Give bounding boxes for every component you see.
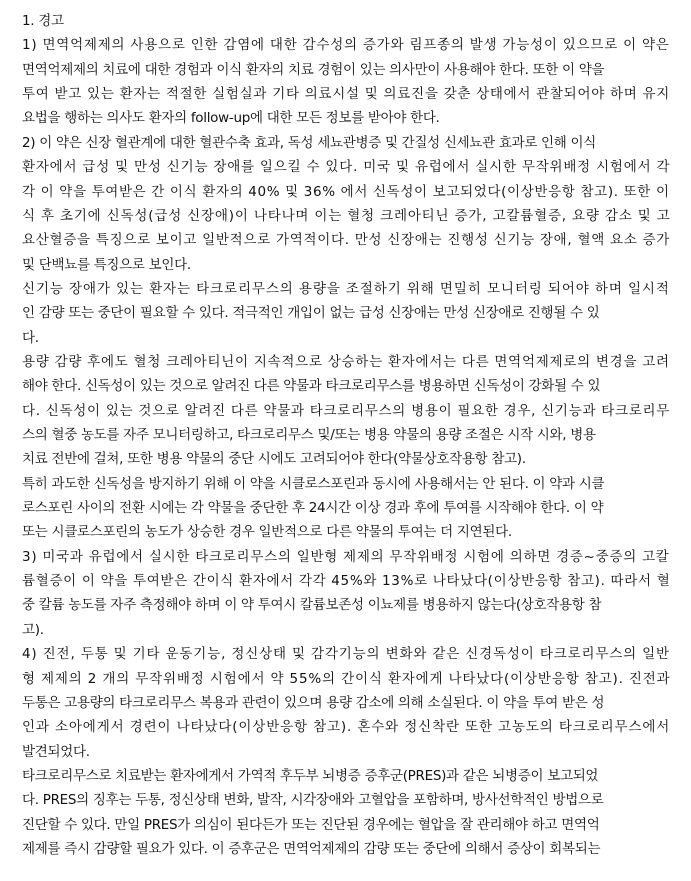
text-line: 인 감량 또는 중단이 필요할 수 있다. 적극적인 개입이 없는 급성 신장애는 만성 신장애로 진행될 수 있 (22, 305, 600, 322)
text-line: 제제를 즉시 감량할 필요가 있다. 이 증후군은 면역억제제의 감량 또는 중단에 의해서 증상이 회복되는 (22, 840, 601, 857)
text-line: 3) 미국과 유럽에서 실시한 타크로리무스의 일반형 제제의 무작위배정 시험에 의하면 경증~중증의 고칼 (22, 548, 670, 565)
text-line: 특히 과도한 신독성을 방지하기 위해 이 약을 시클로스포린과 동시에 사용해서는 안 된다. 이 약과 시클 (22, 475, 605, 492)
text-line: 륨혈증이 이 약을 투여받은 간이식 환자에서 각각 45%와 13%로 나타났다(이상반응항 참고). 따라서 혈 (22, 573, 671, 590)
section-heading: 1. 경고 (22, 13, 64, 29)
text-line: 및 단백뇨를 특징으로 보인다. (22, 256, 191, 273)
text-line: 면역억제제의 치료에 대한 경험과 이식 환자의 치료 경험이 있는 의사만이 사용해야 한다. 또한 이 약을 (22, 61, 605, 78)
text-line: 2) 이 약은 신장 혈관계에 대한 혈관수축 효과, 독성 세뇨관병증 및 간질성 신세뇨관 효과로 인해 이식 (22, 134, 597, 151)
text-line: 1) 면역억제제의 사용으로 인한 감염에 대한 감수성의 증가와 림프종의 발생 가능성이 있으므로 이 약은 (22, 37, 670, 54)
text-line: 발견되었다. (22, 743, 90, 760)
text-line: 또는 시클로스포린의 농도가 상승한 경우 일반적으로 다른 약물의 투여는 더 지연된다. (22, 524, 512, 541)
text-line: 고). (22, 621, 44, 638)
text-line: 로스포린 사이의 전환 시에는 각 약물을 중단한 후 24시간 이상 경과 후에 투여를 시작해야 한다. 이 약 (22, 500, 604, 516)
text-line: 진단할 수 있다. 만일 PRES가 의심이 된다든가 또는 진단된 경우에는 혈압을 잘 관리해야 하고 면역억 (22, 816, 600, 833)
text-line: 다. PRES의 징후는 두통, 정신상태 변화, 발작, 시각장애와 고혈압을 포함하며, 방사선학적인 방법으로 (22, 792, 604, 809)
text-line: 형 제제의 2 개의 무작위배정 시험에서 약 55%의 간이식 환자에게 나타났다(이상반응항 참고). 진전과 (22, 670, 671, 687)
text-line: 다. (22, 329, 39, 346)
text-line: 두통은 고용량의 타크로리무스 복용과 관련이 있으며 용량 감소에 의해 소실된다. 이 약을 투여 받은 성 (22, 694, 605, 711)
text-line: 스의 혈중 농도를 자주 모니터링하고, 타크로리무스 및/또는 병용 약물의 용량 조절은 시작 시와, 병용 (22, 427, 596, 443)
text-line: 용량 감량 후에도 혈청 크레아티닌이 지속적으로 상승하는 환자에서는 다른 면역억제제로의 변경을 고려 (22, 353, 670, 370)
text-line: 타크로리무스로 치료받는 환자에게서 가역적 후두부 뇌병증 증후군(PRES)과 같은 뇌병증이 보고되었 (22, 767, 599, 784)
text-line: 다. 신독성이 있는 것으로 알려진 다른 약물과 타크로리무스의 병용이 필요한 경우, 신기능과 타크로리무 (22, 402, 671, 419)
text-line: 투여 받고 있는 환자는 적절한 실험실과 기타 의료시설 및 의료진을 갖춘 상태에서 관찰되어야 하며 유지 (22, 86, 671, 103)
text-line: 식 후 초기에 신독성(급성 신장애)이 나타나며 이는 혈청 크레아티닌 증가, 고칼륨혈증, 요량 감소 및 고 (22, 207, 671, 224)
text-line: 요산혈증을 특징으로 보이고 일반적으로 가역적이다. 만성 신장애는 진행성 신기능 장애, 혈액 요소 증가 (22, 232, 671, 249)
text-line: 각 이 약을 투여받은 간 이식 환자의 40% 및 36% 에서 신독성이 보고되었다(이상반응항 참고). 또한 이 (22, 183, 670, 200)
text-line: 요법을 행하는 의사도 환자의 follow-up에 대한 모든 정보를 받아야 한다. (22, 110, 440, 127)
text-line: 인과 소아에게서 경련이 나타났다(이상반응항 참고). 혼수와 정신착란 또한 고농도의 타크로리무스에서 (22, 719, 671, 736)
text-line: 중 칼륨 농도를 자주 측정해야 하며 이 약 투여시 칼륨보존성 이뇨제를 병용하지 않는다(상호작용항 참 (22, 597, 602, 614)
text-line: 환자에서 급성 및 만성 신기능 장애를 일으킬 수 있다. 미국 및 유럽에서 실시한 무작위배정 시험에서 각 (22, 159, 671, 176)
text-line: 4) 진전, 두통 및 기타 운동기능, 정신상태 및 감각기능의 변화와 같은 신경독성이 타크로리무스의 일반 (22, 646, 670, 663)
text-line: 치료 전반에 걸쳐, 또한 병용 약물의 중단 시에도 고려되어야 한다(약물상호작용항 참고). (22, 451, 526, 468)
text-line: 해야 한다. 신독성이 있는 것으로 알려진 다른 약물과 타크로리무스를 병용하면 신독성이 강화될 수 있 (22, 378, 601, 395)
text-line: 신기능 장애가 있는 환자는 타크로리무스의 용량을 조절하기 위해 면밀히 모니터링 되어야 하며 일시적 (22, 280, 670, 297)
